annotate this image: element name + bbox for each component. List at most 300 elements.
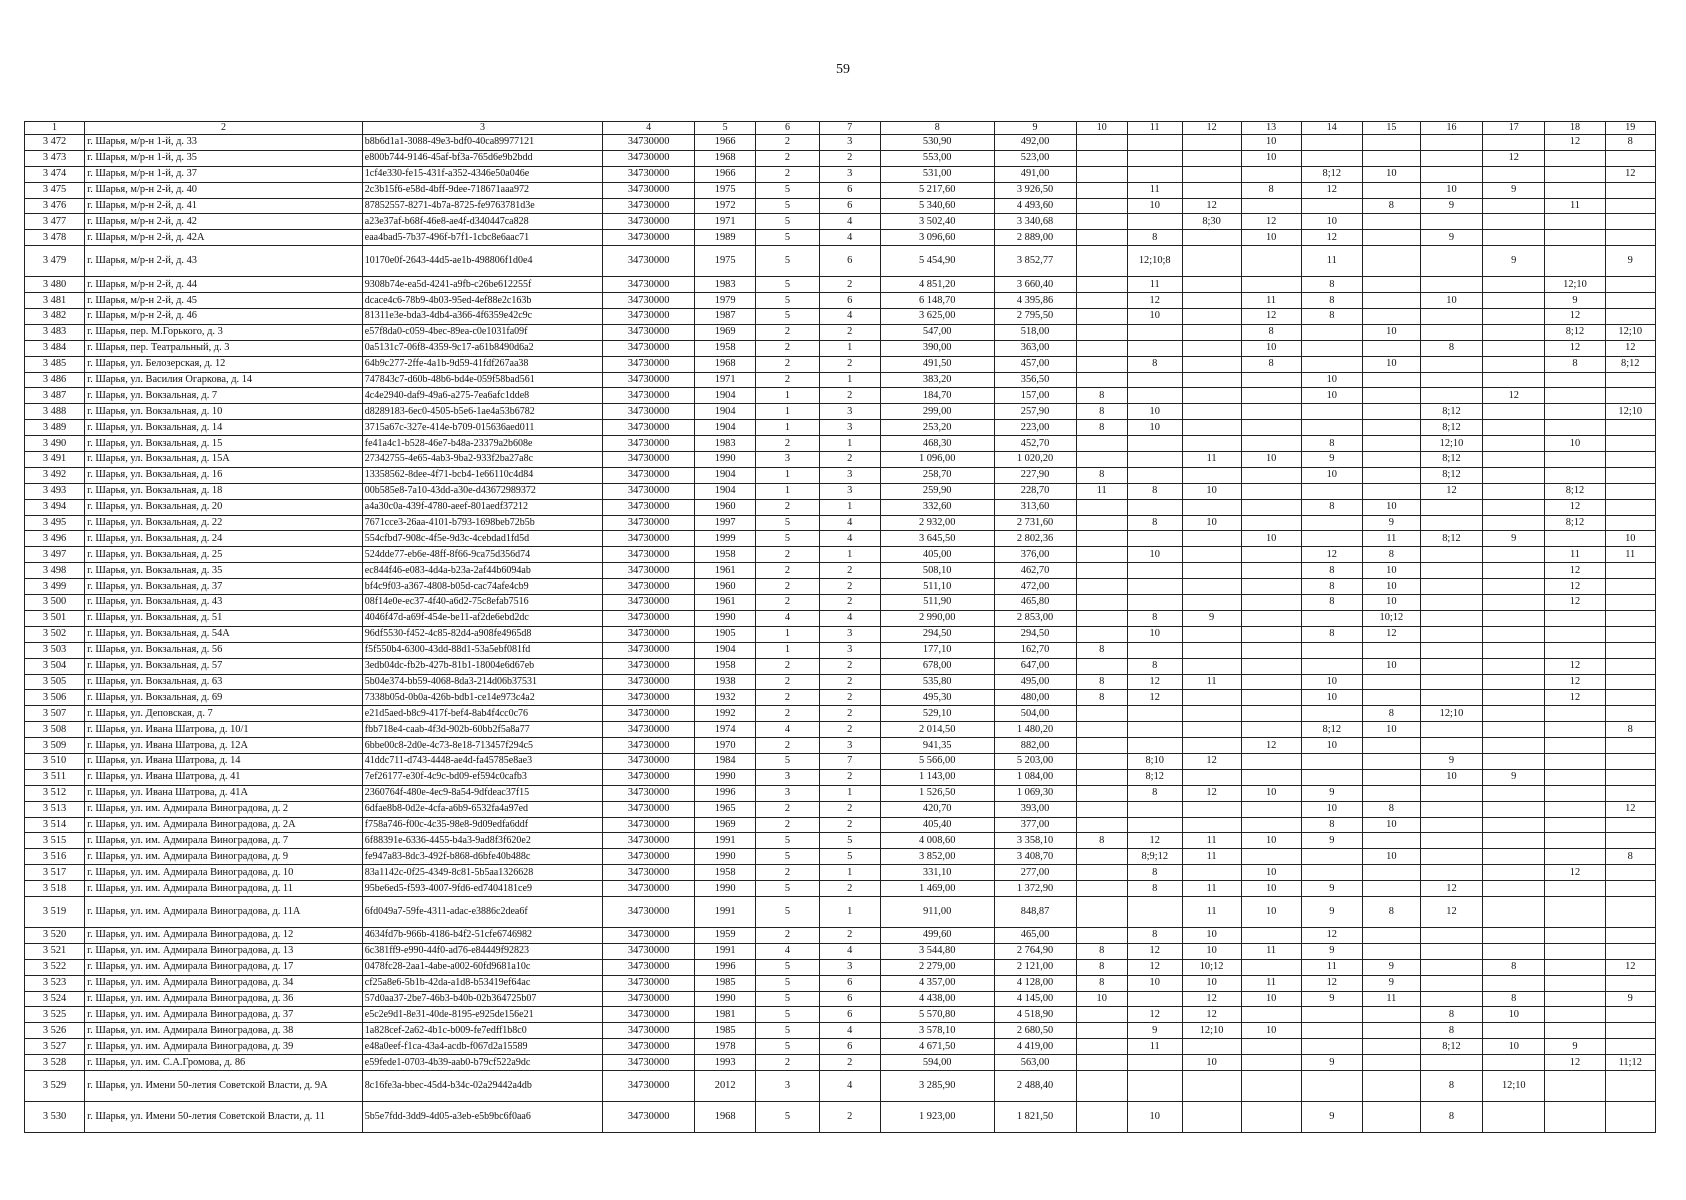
cell-total-area: 331,10 bbox=[880, 865, 994, 881]
cell-entrances: 1 bbox=[819, 865, 880, 881]
cell-total-area: 491,50 bbox=[880, 356, 994, 372]
cell-living-area: 1 069,30 bbox=[994, 785, 1076, 801]
cell-col-17 bbox=[1483, 801, 1545, 817]
cell-col-11 bbox=[1127, 595, 1182, 611]
cell-guid: d8289183-6ec0-4505-b5e6-1ae4a53b6782 bbox=[362, 404, 602, 420]
cell-col-12 bbox=[1182, 1070, 1241, 1101]
cell-col-10 bbox=[1076, 785, 1127, 801]
cell-col-11 bbox=[1127, 436, 1182, 452]
cell-col-17 bbox=[1483, 420, 1545, 436]
cell-entrances: 4 bbox=[819, 515, 880, 531]
cell-col-18: 12 bbox=[1545, 309, 1605, 325]
cell-col-19 bbox=[1605, 690, 1655, 706]
table-row bbox=[25, 436, 1656, 452]
cell-guid: 3715a67c-327e-414e-b709-015636aed011 bbox=[362, 420, 602, 436]
column-number-15: 15 bbox=[1362, 122, 1420, 135]
cell-col-17: 12 bbox=[1483, 150, 1545, 166]
cell-col-15: 10 bbox=[1362, 356, 1420, 372]
cell-col-16 bbox=[1420, 817, 1482, 833]
cell-guid: fe947a83-8dc3-492f-b868-d6bfe40b488c bbox=[362, 849, 602, 865]
cell-row-id: 3 524 bbox=[25, 991, 85, 1007]
cell-address: г. Шарья, ул. Вокзальная, д. 57 bbox=[85, 658, 363, 674]
cell-address: г. Шарья, ул. Вокзальная, д. 69 bbox=[85, 690, 363, 706]
cell-col-14: 8 bbox=[1301, 309, 1362, 325]
cell-address: г. Шарья, м/р-н 1-й, д. 35 bbox=[85, 150, 363, 166]
table-row bbox=[25, 896, 1656, 927]
cell-living-area: 457,00 bbox=[994, 356, 1076, 372]
cell-year-built: 1985 bbox=[695, 1023, 756, 1039]
cell-oktmo-code: 34730000 bbox=[603, 309, 695, 325]
cell-floors: 5 bbox=[756, 515, 819, 531]
cell-col-15 bbox=[1362, 1101, 1420, 1132]
cell-guid: 4c4e2940-daf9-49a6-a275-7ea6afc1dde8 bbox=[362, 388, 602, 404]
cell-guid: 1a828cef-2a62-4b1c-b009-fe7edff1b8c0 bbox=[362, 1023, 602, 1039]
table-row bbox=[25, 388, 1656, 404]
cell-year-built: 1996 bbox=[695, 959, 756, 975]
cell-col-17 bbox=[1483, 404, 1545, 420]
cell-col-12 bbox=[1182, 293, 1241, 309]
column-number-3: 3 bbox=[362, 122, 602, 135]
cell-total-area: 3 578,10 bbox=[880, 1023, 994, 1039]
table-row bbox=[25, 785, 1656, 801]
cell-col-18: 12 bbox=[1545, 340, 1605, 356]
cell-col-15 bbox=[1362, 420, 1420, 436]
cell-row-id: 3 503 bbox=[25, 642, 85, 658]
cell-entrances: 2 bbox=[819, 690, 880, 706]
cell-col-18 bbox=[1545, 833, 1605, 849]
cell-col-13: 10 bbox=[1241, 881, 1301, 897]
cell-living-area: 465,00 bbox=[994, 927, 1076, 943]
cell-guid: 1cf4e330-fe15-431f-a352-4346e50a046e bbox=[362, 166, 602, 182]
cell-col-16: 8;12 bbox=[1420, 467, 1482, 483]
cell-col-11: 10 bbox=[1127, 975, 1182, 991]
cell-row-id: 3 479 bbox=[25, 246, 85, 277]
table-row bbox=[25, 230, 1656, 246]
cell-year-built: 1991 bbox=[695, 943, 756, 959]
cell-col-17 bbox=[1483, 579, 1545, 595]
table-row bbox=[25, 404, 1656, 420]
cell-col-16: 8 bbox=[1420, 1101, 1482, 1132]
cell-col-16: 10 bbox=[1420, 769, 1482, 785]
cell-living-area: 5 203,00 bbox=[994, 753, 1076, 769]
cell-address: г. Шарья, ул. Вокзальная, д. 20 bbox=[85, 499, 363, 515]
cell-col-12: 11 bbox=[1182, 896, 1241, 927]
cell-floors: 5 bbox=[756, 1101, 819, 1132]
cell-col-12: 11 bbox=[1182, 833, 1241, 849]
cell-col-18 bbox=[1545, 182, 1605, 198]
cell-oktmo-code: 34730000 bbox=[603, 166, 695, 182]
cell-row-id: 3 527 bbox=[25, 1039, 85, 1055]
cell-col-10 bbox=[1076, 1039, 1127, 1055]
cell-year-built: 1960 bbox=[695, 579, 756, 595]
cell-living-area: 393,00 bbox=[994, 801, 1076, 817]
cell-row-id: 3 496 bbox=[25, 531, 85, 547]
cell-year-built: 1969 bbox=[695, 324, 756, 340]
cell-col-12 bbox=[1182, 1039, 1241, 1055]
cell-address: г. Шарья, м/р-н 1-й, д. 33 bbox=[85, 135, 363, 151]
cell-address: г. Шарья, ул. Вокзальная, д. 37 bbox=[85, 579, 363, 595]
cell-col-10 bbox=[1076, 563, 1127, 579]
cell-col-19 bbox=[1605, 483, 1655, 499]
cell-col-10 bbox=[1076, 372, 1127, 388]
cell-year-built: 1987 bbox=[695, 309, 756, 325]
cell-oktmo-code: 34730000 bbox=[603, 753, 695, 769]
cell-col-14: 12 bbox=[1301, 230, 1362, 246]
cell-col-14: 8 bbox=[1301, 499, 1362, 515]
cell-col-11 bbox=[1127, 706, 1182, 722]
cell-oktmo-code: 34730000 bbox=[603, 324, 695, 340]
cell-total-area: 499,60 bbox=[880, 927, 994, 943]
cell-col-12 bbox=[1182, 595, 1241, 611]
cell-col-10 bbox=[1076, 277, 1127, 293]
cell-col-11: 11 bbox=[1127, 277, 1182, 293]
cell-address: г. Шарья, ул. Вокзальная, д. 15А bbox=[85, 452, 363, 468]
cell-guid: dcace4c6-78b9-4b03-95ed-4ef88e2c163b bbox=[362, 293, 602, 309]
cell-col-14 bbox=[1301, 753, 1362, 769]
cell-living-area: 356,50 bbox=[994, 372, 1076, 388]
cell-col-18 bbox=[1545, 849, 1605, 865]
cell-col-18 bbox=[1545, 881, 1605, 897]
cell-col-16 bbox=[1420, 690, 1482, 706]
cell-col-16 bbox=[1420, 277, 1482, 293]
cell-col-19 bbox=[1605, 388, 1655, 404]
column-number-11: 11 bbox=[1127, 122, 1182, 135]
cell-col-15 bbox=[1362, 404, 1420, 420]
cell-floors: 5 bbox=[756, 833, 819, 849]
cell-floors: 5 bbox=[756, 214, 819, 230]
cell-col-14 bbox=[1301, 658, 1362, 674]
cell-row-id: 3 499 bbox=[25, 579, 85, 595]
cell-col-11: 12 bbox=[1127, 943, 1182, 959]
cell-oktmo-code: 34730000 bbox=[603, 959, 695, 975]
cell-floors: 5 bbox=[756, 531, 819, 547]
column-number-7: 7 bbox=[819, 122, 880, 135]
cell-entrances: 2 bbox=[819, 817, 880, 833]
cell-col-10 bbox=[1076, 738, 1127, 754]
cell-col-18 bbox=[1545, 610, 1605, 626]
cell-col-18 bbox=[1545, 467, 1605, 483]
cell-col-19 bbox=[1605, 975, 1655, 991]
cell-col-17 bbox=[1483, 943, 1545, 959]
page-number: 59 bbox=[836, 62, 850, 77]
cell-floors: 4 bbox=[756, 943, 819, 959]
column-number-1: 1 bbox=[25, 122, 85, 135]
table-row bbox=[25, 483, 1656, 499]
cell-col-18: 12 bbox=[1545, 595, 1605, 611]
cell-address: г. Шарья, ул. им. Адмирала Виноградова, д. 7 bbox=[85, 833, 363, 849]
cell-col-12: 10 bbox=[1182, 515, 1241, 531]
cell-col-14 bbox=[1301, 198, 1362, 214]
cell-col-15 bbox=[1362, 943, 1420, 959]
cell-col-19 bbox=[1605, 563, 1655, 579]
cell-col-10 bbox=[1076, 817, 1127, 833]
cell-col-13: 8 bbox=[1241, 324, 1301, 340]
cell-guid: 4634fd7b-966b-4186-b4f2-51cfe6746982 bbox=[362, 927, 602, 943]
cell-col-17 bbox=[1483, 324, 1545, 340]
cell-row-id: 3 509 bbox=[25, 738, 85, 754]
cell-col-19 bbox=[1605, 436, 1655, 452]
cell-living-area: 465,80 bbox=[994, 595, 1076, 611]
cell-oktmo-code: 34730000 bbox=[603, 674, 695, 690]
cell-col-11 bbox=[1127, 817, 1182, 833]
cell-row-id: 3 521 bbox=[25, 943, 85, 959]
cell-year-built: 1991 bbox=[695, 833, 756, 849]
cell-col-19 bbox=[1605, 706, 1655, 722]
cell-col-12 bbox=[1182, 801, 1241, 817]
cell-total-area: 1 096,00 bbox=[880, 452, 994, 468]
cell-col-17 bbox=[1483, 230, 1545, 246]
cell-col-17 bbox=[1483, 1101, 1545, 1132]
cell-col-14: 12 bbox=[1301, 547, 1362, 563]
cell-col-10 bbox=[1076, 927, 1127, 943]
cell-col-12 bbox=[1182, 277, 1241, 293]
cell-oktmo-code: 34730000 bbox=[603, 246, 695, 277]
cell-col-10 bbox=[1076, 230, 1127, 246]
table-row bbox=[25, 198, 1656, 214]
cell-col-16: 10 bbox=[1420, 293, 1482, 309]
cell-col-12 bbox=[1182, 722, 1241, 738]
table-row bbox=[25, 690, 1656, 706]
cell-col-15 bbox=[1362, 674, 1420, 690]
cell-col-14 bbox=[1301, 865, 1362, 881]
cell-col-12: 12 bbox=[1182, 753, 1241, 769]
cell-col-19 bbox=[1605, 293, 1655, 309]
cell-col-11: 9 bbox=[1127, 1023, 1182, 1039]
cell-col-13 bbox=[1241, 674, 1301, 690]
cell-entrances: 6 bbox=[819, 246, 880, 277]
cell-col-13: 11 bbox=[1241, 975, 1301, 991]
cell-col-13: 10 bbox=[1241, 452, 1301, 468]
cell-col-16: 8;12 bbox=[1420, 531, 1482, 547]
cell-address: г. Шарья, ул. им. Адмирала Виноградова, д. 2 bbox=[85, 801, 363, 817]
cell-col-16: 12 bbox=[1420, 896, 1482, 927]
cell-total-area: 2 279,00 bbox=[880, 959, 994, 975]
cell-col-18 bbox=[1545, 738, 1605, 754]
cell-oktmo-code: 34730000 bbox=[603, 1039, 695, 1055]
cell-total-area: 4 357,00 bbox=[880, 975, 994, 991]
cell-col-19 bbox=[1605, 467, 1655, 483]
cell-col-11: 12 bbox=[1127, 674, 1182, 690]
cell-col-13 bbox=[1241, 722, 1301, 738]
cell-col-12: 9 bbox=[1182, 610, 1241, 626]
cell-col-18 bbox=[1545, 959, 1605, 975]
cell-col-18: 12 bbox=[1545, 135, 1605, 151]
table-body bbox=[25, 135, 1656, 1133]
cell-total-area: 941,35 bbox=[880, 738, 994, 754]
cell-floors: 3 bbox=[756, 452, 819, 468]
cell-address: г. Шарья, ул. Имени 50-летия Советской Власти, д. 9А bbox=[85, 1070, 363, 1101]
cell-row-id: 3 514 bbox=[25, 817, 85, 833]
cell-col-11: 8 bbox=[1127, 881, 1182, 897]
table-row bbox=[25, 1055, 1656, 1071]
cell-entrances: 4 bbox=[819, 309, 880, 325]
cell-col-10: 8 bbox=[1076, 420, 1127, 436]
cell-entrances: 2 bbox=[819, 769, 880, 785]
cell-floors: 2 bbox=[756, 579, 819, 595]
cell-floors: 5 bbox=[756, 1039, 819, 1055]
column-number-row bbox=[25, 122, 1656, 135]
cell-col-15 bbox=[1362, 833, 1420, 849]
cell-total-area: 511,10 bbox=[880, 579, 994, 595]
cell-year-built: 1965 bbox=[695, 801, 756, 817]
cell-living-area: 257,90 bbox=[994, 404, 1076, 420]
table-row bbox=[25, 801, 1656, 817]
cell-col-12: 11 bbox=[1182, 452, 1241, 468]
cell-living-area: 1 084,00 bbox=[994, 769, 1076, 785]
cell-year-built: 1990 bbox=[695, 452, 756, 468]
cell-year-built: 1975 bbox=[695, 182, 756, 198]
cell-total-area: 594,00 bbox=[880, 1055, 994, 1071]
cell-col-14: 10 bbox=[1301, 214, 1362, 230]
cell-year-built: 1990 bbox=[695, 849, 756, 865]
cell-col-10 bbox=[1076, 579, 1127, 595]
cell-col-19 bbox=[1605, 420, 1655, 436]
cell-col-14: 10 bbox=[1301, 738, 1362, 754]
cell-col-16: 8;12 bbox=[1420, 404, 1482, 420]
cell-col-17: 8 bbox=[1483, 991, 1545, 1007]
cell-col-12: 11 bbox=[1182, 881, 1241, 897]
cell-col-10 bbox=[1076, 849, 1127, 865]
cell-col-18 bbox=[1545, 531, 1605, 547]
cell-col-11 bbox=[1127, 324, 1182, 340]
cell-total-area: 1 923,00 bbox=[880, 1101, 994, 1132]
cell-col-18: 12 bbox=[1545, 579, 1605, 595]
cell-col-13 bbox=[1241, 690, 1301, 706]
cell-col-16 bbox=[1420, 214, 1482, 230]
cell-col-14: 9 bbox=[1301, 881, 1362, 897]
cell-col-10: 8 bbox=[1076, 959, 1127, 975]
cell-col-13 bbox=[1241, 927, 1301, 943]
cell-total-area: 259,90 bbox=[880, 483, 994, 499]
cell-total-area: 3 544,80 bbox=[880, 943, 994, 959]
cell-col-19: 12 bbox=[1605, 959, 1655, 975]
cell-year-built: 1971 bbox=[695, 214, 756, 230]
cell-floors: 1 bbox=[756, 420, 819, 436]
cell-living-area: 452,70 bbox=[994, 436, 1076, 452]
cell-col-12 bbox=[1182, 579, 1241, 595]
cell-col-19: 8;12 bbox=[1605, 356, 1655, 372]
cell-col-11: 12 bbox=[1127, 959, 1182, 975]
cell-col-15 bbox=[1362, 340, 1420, 356]
cell-col-19 bbox=[1605, 198, 1655, 214]
cell-row-id: 3 505 bbox=[25, 674, 85, 690]
cell-entrances: 4 bbox=[819, 943, 880, 959]
cell-col-17 bbox=[1483, 563, 1545, 579]
cell-col-16 bbox=[1420, 865, 1482, 881]
cell-col-11 bbox=[1127, 579, 1182, 595]
cell-oktmo-code: 34730000 bbox=[603, 769, 695, 785]
cell-col-14: 9 bbox=[1301, 1055, 1362, 1071]
cell-address: г. Шарья, м/р-н 2-й, д. 42А bbox=[85, 230, 363, 246]
table-row bbox=[25, 372, 1656, 388]
cell-address: г. Шарья, ул. Деповская, д. 7 bbox=[85, 706, 363, 722]
cell-entrances: 1 bbox=[819, 896, 880, 927]
cell-col-15 bbox=[1362, 1039, 1420, 1055]
cell-col-13: 10 bbox=[1241, 833, 1301, 849]
table-row bbox=[25, 991, 1656, 1007]
cell-col-14: 8;12 bbox=[1301, 166, 1362, 182]
cell-col-13: 12 bbox=[1241, 309, 1301, 325]
cell-floors: 2 bbox=[756, 674, 819, 690]
cell-living-area: 363,00 bbox=[994, 340, 1076, 356]
table-row bbox=[25, 182, 1656, 198]
cell-col-14: 8 bbox=[1301, 579, 1362, 595]
cell-col-16 bbox=[1420, 388, 1482, 404]
cell-entrances: 2 bbox=[819, 1101, 880, 1132]
table-row bbox=[25, 1007, 1656, 1023]
cell-col-15: 10 bbox=[1362, 563, 1420, 579]
cell-floors: 2 bbox=[756, 738, 819, 754]
cell-living-area: 2 802,36 bbox=[994, 531, 1076, 547]
cell-year-built: 1968 bbox=[695, 356, 756, 372]
cell-living-area: 523,00 bbox=[994, 150, 1076, 166]
cell-entrances: 2 bbox=[819, 579, 880, 595]
cell-address: г. Шарья, ул. им. С.А.Громова, д. 86 bbox=[85, 1055, 363, 1071]
cell-col-12 bbox=[1182, 246, 1241, 277]
cell-entrances: 2 bbox=[819, 706, 880, 722]
cell-living-area: 228,70 bbox=[994, 483, 1076, 499]
cell-col-16 bbox=[1420, 975, 1482, 991]
cell-col-16 bbox=[1420, 372, 1482, 388]
cell-address: г. Шарья, ул. им. Адмирала Виноградова, д. 36 bbox=[85, 991, 363, 1007]
cell-living-area: 3 660,40 bbox=[994, 277, 1076, 293]
cell-col-10 bbox=[1076, 1055, 1127, 1071]
cell-col-18 bbox=[1545, 1101, 1605, 1132]
cell-col-19 bbox=[1605, 674, 1655, 690]
cell-col-17 bbox=[1483, 674, 1545, 690]
cell-col-19 bbox=[1605, 943, 1655, 959]
cell-col-15 bbox=[1362, 246, 1420, 277]
cell-col-15 bbox=[1362, 1023, 1420, 1039]
table-row bbox=[25, 277, 1656, 293]
cell-row-id: 3 508 bbox=[25, 722, 85, 738]
cell-col-17 bbox=[1483, 515, 1545, 531]
cell-col-17: 9 bbox=[1483, 182, 1545, 198]
cell-total-area: 5 454,90 bbox=[880, 246, 994, 277]
cell-col-18 bbox=[1545, 246, 1605, 277]
cell-col-10: 8 bbox=[1076, 674, 1127, 690]
cell-col-12 bbox=[1182, 150, 1241, 166]
cell-col-13 bbox=[1241, 1101, 1301, 1132]
cell-col-18 bbox=[1545, 896, 1605, 927]
cell-col-18 bbox=[1545, 420, 1605, 436]
cell-col-14: 9 bbox=[1301, 943, 1362, 959]
cell-address: г. Шарья, ул. Вокзальная, д. 24 bbox=[85, 531, 363, 547]
cell-col-15: 8 bbox=[1362, 198, 1420, 214]
column-number-13: 13 bbox=[1241, 122, 1301, 135]
cell-col-13 bbox=[1241, 579, 1301, 595]
cell-col-10: 8 bbox=[1076, 975, 1127, 991]
cell-col-18: 12 bbox=[1545, 499, 1605, 515]
cell-col-17 bbox=[1483, 135, 1545, 151]
cell-col-11 bbox=[1127, 214, 1182, 230]
cell-address: г. Шарья, пер. Театральный, д. 3 bbox=[85, 340, 363, 356]
cell-entrances: 3 bbox=[819, 404, 880, 420]
table-row bbox=[25, 452, 1656, 468]
cell-col-12: 12 bbox=[1182, 991, 1241, 1007]
cell-col-10: 10 bbox=[1076, 991, 1127, 1007]
cell-col-13 bbox=[1241, 515, 1301, 531]
cell-col-14: 8 bbox=[1301, 563, 1362, 579]
cell-col-19 bbox=[1605, 579, 1655, 595]
cell-col-18 bbox=[1545, 166, 1605, 182]
cell-floors: 5 bbox=[756, 293, 819, 309]
cell-col-13 bbox=[1241, 483, 1301, 499]
cell-guid: 7671cce3-26aa-4101-b793-1698beb72b5b bbox=[362, 515, 602, 531]
cell-year-built: 1975 bbox=[695, 246, 756, 277]
table-row bbox=[25, 324, 1656, 340]
cell-col-18 bbox=[1545, 388, 1605, 404]
